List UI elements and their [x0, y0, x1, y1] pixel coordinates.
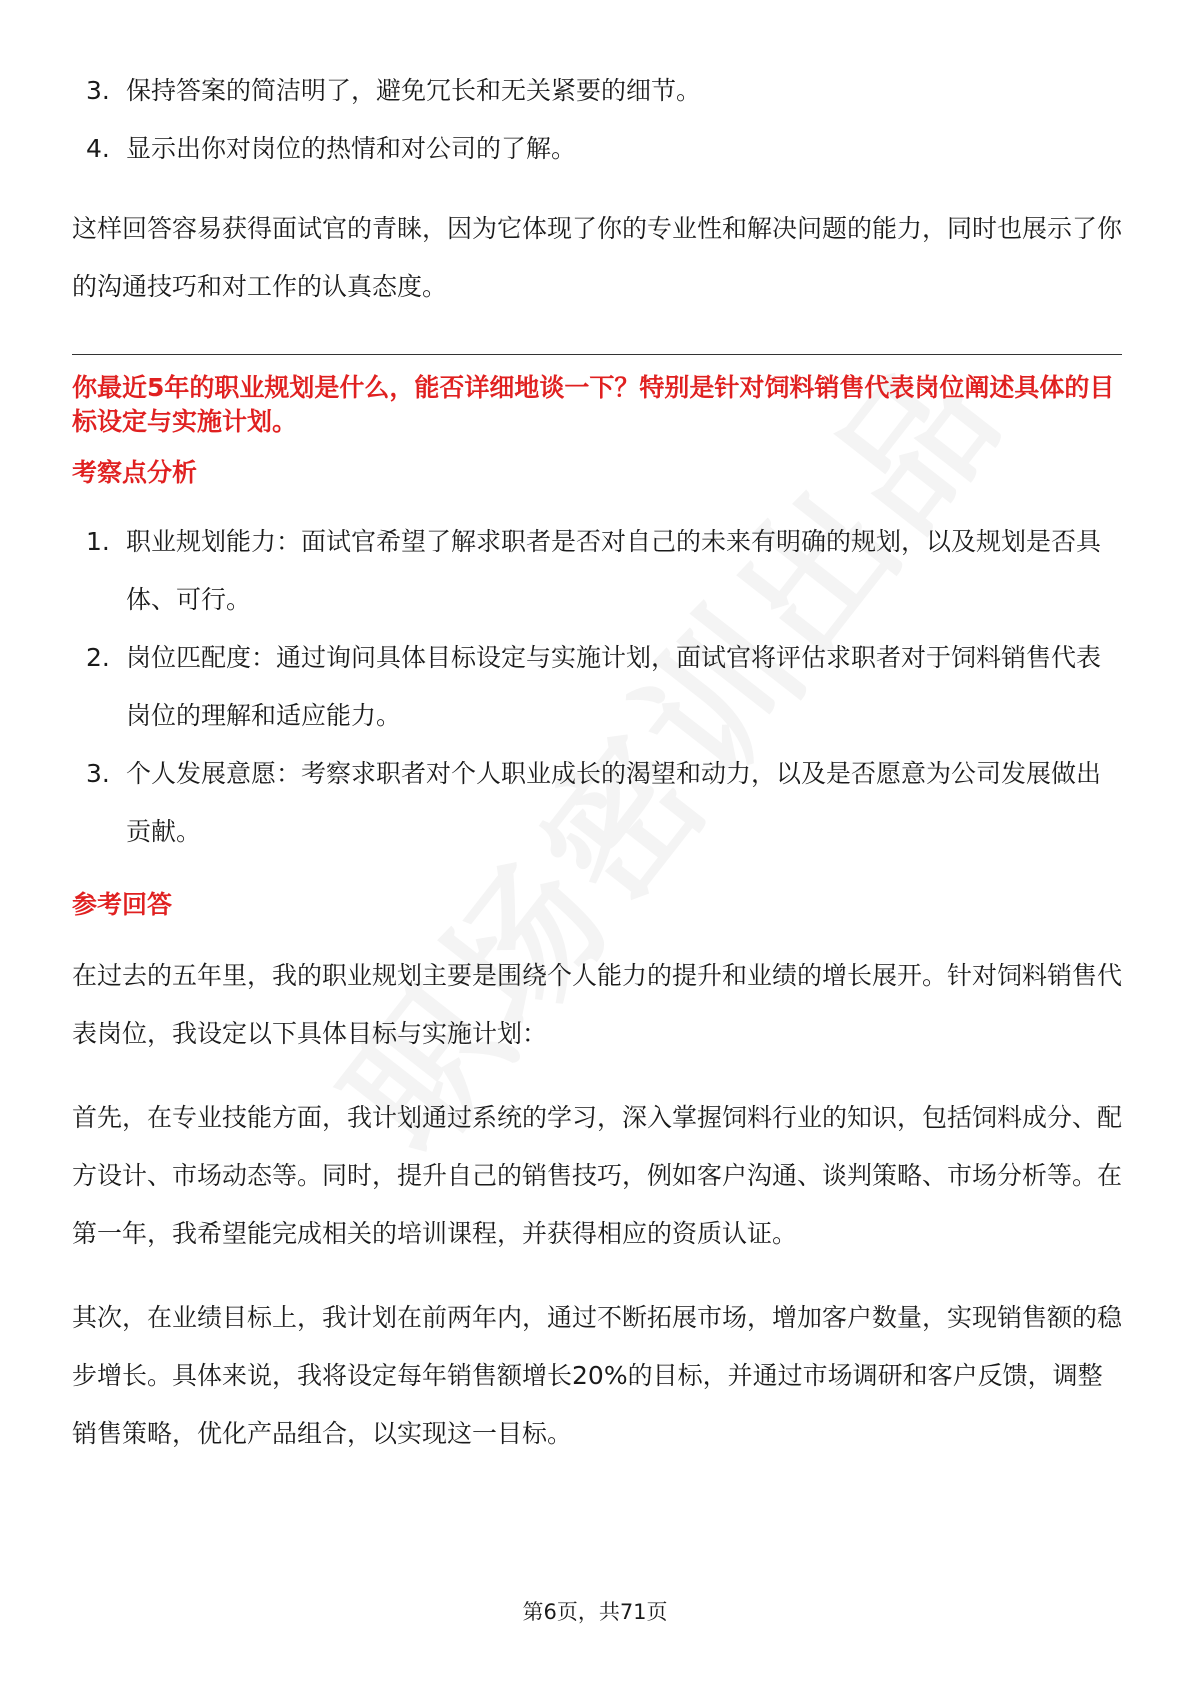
answer-paragraph: 首先，在专业技能方面，我计划通过系统的学习，深入掌握饲料行业的知识，包括饲料成分、配方设计、市场动态等。同时，提升自己的销售技巧，例如客户沟通、谈判策略、市场分析等。在第一年，我希望能完成相关的培训课程，并获得相应的资质认证。	[72, 1103, 1123, 1248]
list-number: 3.	[86, 759, 110, 788]
answer-paragraph: 在过去的五年里，我的职业规划主要是围绕个人能力的提升和业绩的增长展开。针对饲料销售代表岗位，我设定以下具体目标与实施计划：	[72, 961, 1123, 1048]
analysis-heading: 考察点分析	[72, 458, 198, 487]
list-number: 1.	[86, 527, 110, 556]
analysis-list	[72, 513, 1122, 861]
answer-paragraph: 其次，在业绩目标上，我计划在前两年内，通过不断拓展市场，增加客户数量，实现销售额的稳步增长。具体来说，我将设定每年销售额增长20%的目标，并通过市场调研和客户反馈，调整销售策略，优化产品组合，以实现这一目标。	[72, 1303, 1123, 1448]
list-text: 显示出你对岗位的热情和对公司的了解。	[126, 134, 577, 163]
top-list	[72, 62, 1122, 178]
list-item	[72, 745, 1122, 861]
summary-paragraph: 这样回答容易获得面试官的青睐，因为它体现了你的专业性和解决问题的能力，同时也展示了你的沟通技巧和对工作的认真态度。	[72, 214, 1123, 301]
list-item	[72, 513, 1122, 629]
question-heading: 你最近5年的职业规划是什么，能否详细地谈一下？特别是针对饲料销售代表岗位阐述具体的目标设定与实施计划。	[72, 373, 1115, 436]
list-number: 2.	[86, 643, 110, 672]
list-number: 4.	[86, 134, 110, 163]
list-item	[72, 62, 1122, 120]
page-content	[72, 62, 1122, 1463]
list-text: 职业规划能力：面试官希望了解求职者是否对自己的未来有明确的规划，以及规划是否具体、可行。	[126, 527, 1102, 614]
list-item	[72, 120, 1122, 178]
list-text: 岗位匹配度：通过询问具体目标设定与实施计划，面试官将评估求职者对于饲料销售代表岗位的理解和适应能力。	[126, 643, 1102, 730]
list-number: 3.	[86, 76, 110, 105]
page-footer: 第6页，共71页	[522, 1600, 668, 1624]
list-text: 个人发展意愿：考察求职者对个人职业成长的渴望和动力，以及是否愿意为公司发展做出贡献。	[126, 759, 1102, 846]
list-item	[72, 629, 1122, 745]
list-text: 保持答案的简洁明了，避免冗长和无关紧要的细节。	[126, 76, 702, 105]
answer-heading: 参考回答	[72, 890, 173, 919]
